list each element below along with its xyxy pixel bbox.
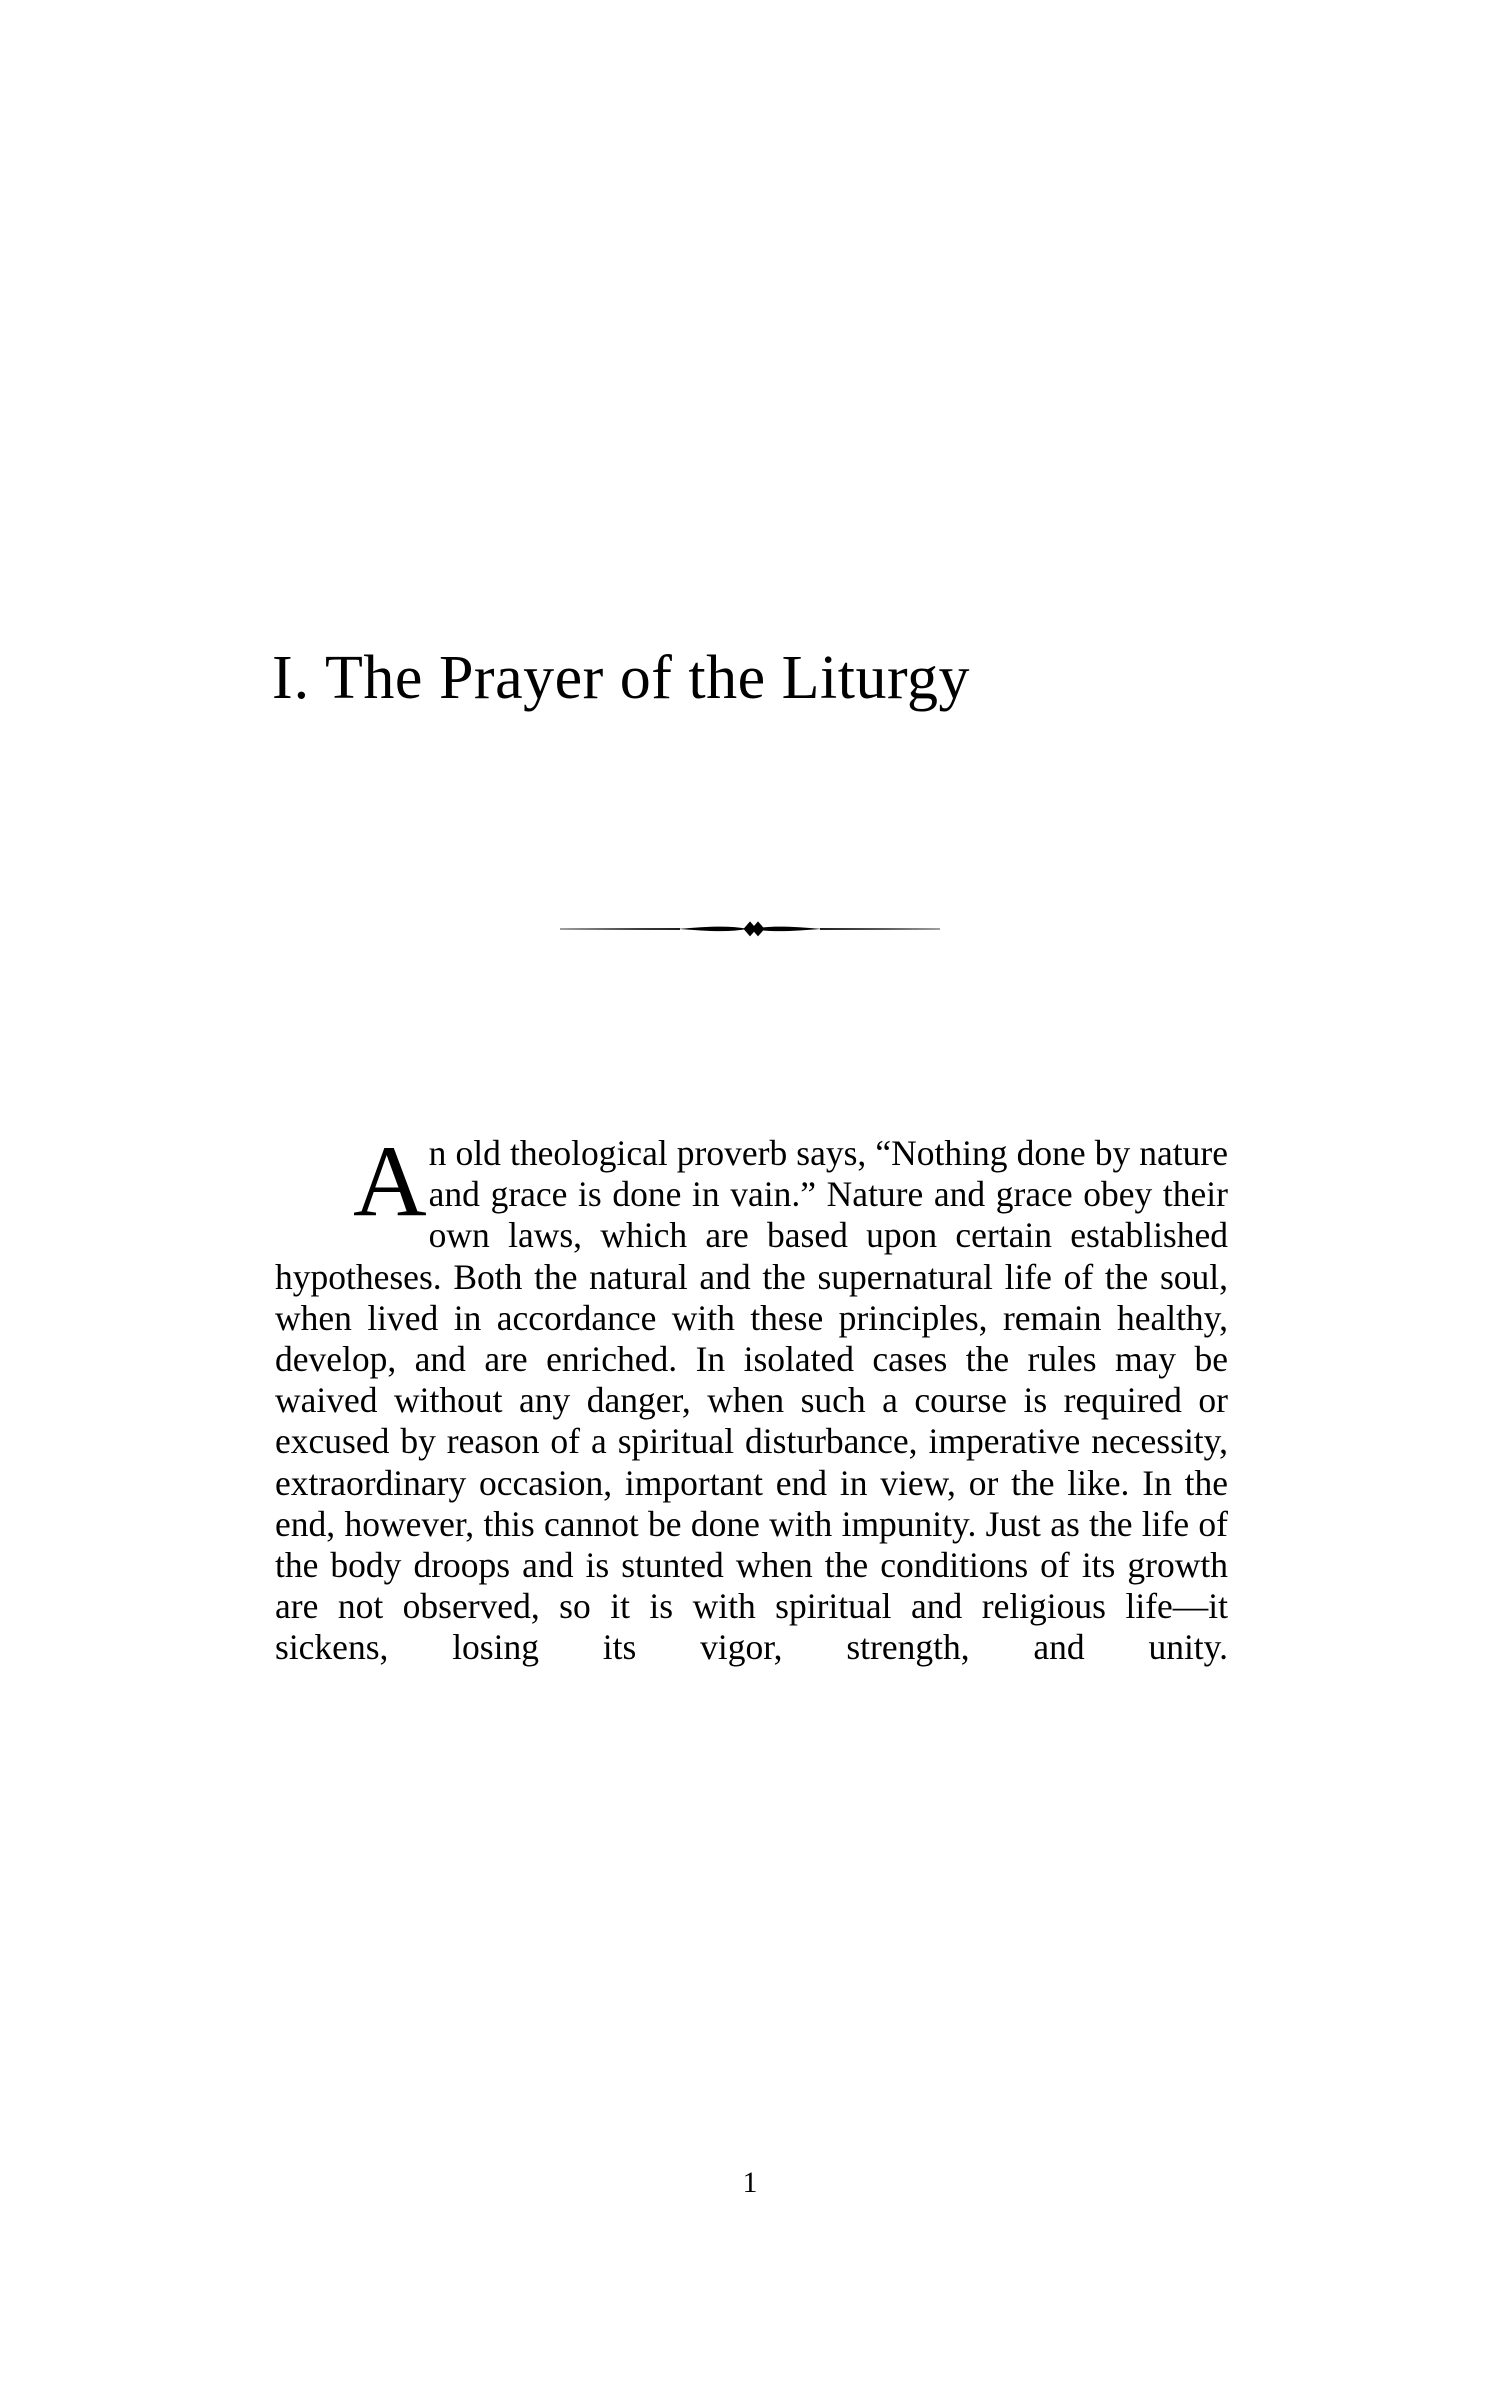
drop-cap: A	[353, 1125, 427, 1238]
opening-paragraph	[275, 1125, 1228, 1710]
section-divider-ornament	[0, 905, 1500, 953]
ornament-icon	[560, 917, 940, 941]
page-number: 1	[742, 2166, 758, 2199]
chapter-title-text: The Prayer of the Liturgy	[325, 643, 970, 712]
body-text-block	[275, 1125, 1228, 1710]
paragraph-text: n old theological proverb says, “Nothing done by nature and grace is done in vain.” Nature and grace obey their own laws, which are based upon certain established hypotheses. Both the natural and the supernatural life of the soul, when lived in accordance with these principles, remain healthy, develop, and are enriched. In isolated cases the rules may be waived without any danger, when such a course is required or excused by reason of a spiritual disturbance, imperative necessity, extraordinary occasion, important end in view, or the like. In the end, however, this cannot be done with impunity. Just as the life of the body droops and is stunted when the conditions of its growth are not observed, so it is with spiritual and religious life—it sickens, losing its vigor, strength, and unity.	[275, 1133, 1228, 1668]
chapter-title	[272, 643, 1272, 712]
chapter-numeral: I.	[272, 643, 311, 712]
